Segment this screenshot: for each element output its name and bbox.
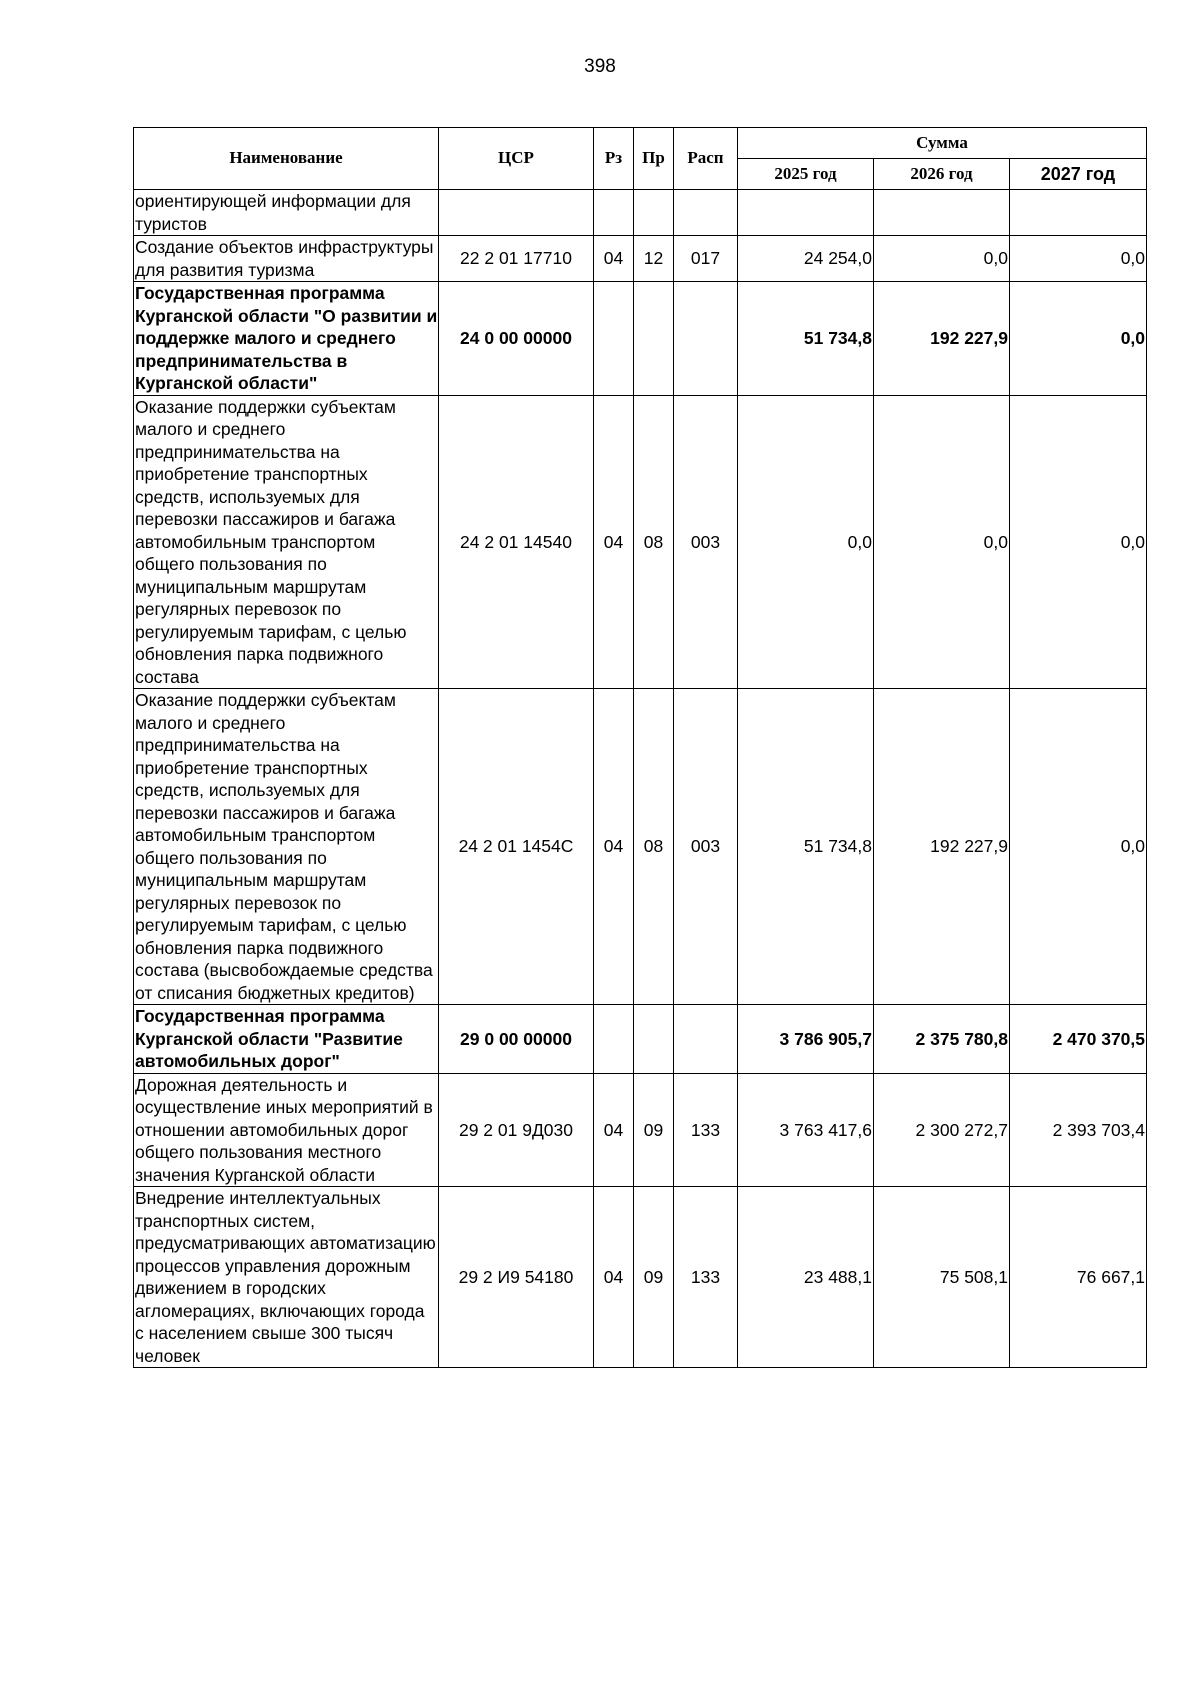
- table-row: [134, 395, 1147, 689]
- table-body: [134, 190, 1147, 1368]
- row-name: Государственная программа Курганской области "О развитии и поддержке малого и среднего предпринимательства в Курганской области": [135, 283, 438, 393]
- row-sum-2025: [738, 190, 874, 236]
- row-rz: [594, 1005, 634, 1074]
- row-rasp: 133: [674, 1187, 738, 1368]
- row-sum-2027: 0,0: [1010, 395, 1147, 689]
- table-row: [134, 1187, 1147, 1368]
- table-header: [134, 128, 1147, 190]
- row-name: Оказание поддержки субъектам малого и среднего предпринимательства на приобретение транспортных средств, используемых для перевозки пассажиров и багажа автомобильным транспортом общего пользования по муниципальным маршрутам регулярных перевозок по регулируемым тарифам, с целью обновления парка подвижного состава (высвобождаемые средства от списания бюджетных кредитов): [134, 689, 439, 1005]
- table-row: [134, 689, 1147, 1005]
- row-rasp: 003: [674, 689, 738, 1005]
- row-sum-2026: 0,0: [874, 236, 1010, 282]
- row-csr: 29 0 00 00000: [439, 1005, 594, 1074]
- row-rz: 04: [594, 395, 634, 689]
- row-csr: 24 2 01 1454С: [439, 689, 594, 1005]
- header-pr: Пр: [634, 128, 674, 190]
- row-rasp: [674, 282, 738, 396]
- row-pr: 08: [634, 395, 674, 689]
- row-sum-2027: 0,0: [1010, 236, 1147, 282]
- row-pr: 12: [634, 236, 674, 282]
- row-csr: 29 2 01 9Д030: [439, 1073, 594, 1187]
- row-sum-2025: 51 734,8: [738, 282, 874, 396]
- row-name: Государственная программа Курганской области "Развитие автомобильных дорог": [134, 1005, 439, 1074]
- row-csr: 29 2 И9 54180: [439, 1187, 594, 1368]
- row-sum-2026: 75 508,1: [874, 1187, 1010, 1368]
- header-year-2027: 2027 год: [1010, 159, 1147, 190]
- table-row-program: [134, 282, 1147, 396]
- header-csr: ЦСР: [439, 128, 594, 190]
- row-rz: 04: [594, 689, 634, 1005]
- header-rz: Рз: [594, 128, 634, 190]
- row-sum-2027: 0,0: [1010, 689, 1147, 1005]
- row-rz: [594, 190, 634, 236]
- row-rasp: [674, 1005, 738, 1074]
- row-sum-2025: 3 786 905,7: [738, 1005, 874, 1074]
- row-rz: 04: [594, 236, 634, 282]
- table-row: [134, 1073, 1147, 1187]
- header-year-2025: 2025 год: [738, 159, 874, 190]
- row-rz: 04: [594, 1073, 634, 1187]
- row-csr: [439, 190, 594, 236]
- row-pr: [634, 190, 674, 236]
- row-name: Создание объектов инфраструктуры для развития туризма: [134, 236, 439, 282]
- table-row: [134, 190, 1147, 236]
- row-csr: 24 0 00 00000: [439, 282, 594, 396]
- row-rz: [594, 282, 634, 396]
- row-sum-2026: 192 227,9: [874, 689, 1010, 1005]
- budget-table: [133, 127, 1147, 1368]
- table-row: [134, 236, 1147, 282]
- header-name: Наименование: [134, 128, 439, 190]
- row-rasp: 003: [674, 395, 738, 689]
- row-sum-2027: 0,0: [1010, 282, 1147, 396]
- header-sum: Сумма: [738, 128, 1147, 159]
- row-rasp: [674, 190, 738, 236]
- row-sum-2026: 192 227,9: [874, 282, 1010, 396]
- row-pr: 09: [634, 1187, 674, 1368]
- row-sum-2027: 76 667,1: [1010, 1187, 1147, 1368]
- row-sum-2025: 24 254,0: [738, 236, 874, 282]
- row-sum-2025: 3 763 417,6: [738, 1073, 874, 1187]
- table-row-program: [134, 1005, 1147, 1074]
- row-pr: [634, 282, 674, 396]
- row-sum-2025: 0,0: [738, 395, 874, 689]
- row-sum-2027: 2 393 703,4: [1010, 1073, 1147, 1187]
- header-rasp: Расп: [674, 128, 738, 190]
- row-rasp: 017: [674, 236, 738, 282]
- header-year-2026: 2026 год: [874, 159, 1010, 190]
- row-rz: 04: [594, 1187, 634, 1368]
- row-rasp: 133: [674, 1073, 738, 1187]
- row-csr: 22 2 01 17710: [439, 236, 594, 282]
- row-pr: [634, 1005, 674, 1074]
- row-sum-2026: 2 375 780,8: [874, 1005, 1010, 1074]
- row-name: Внедрение интеллектуальных транспортных систем, предусматривающих автоматизацию процессов управления дорожным движением в городских агломерациях, включающих города с населением свыше 300 тысяч человек: [134, 1187, 439, 1368]
- row-name: Оказание поддержки субъектам малого и среднего предпринимательства на приобретение транспортных средств, используемых для перевозки пассажиров и багажа автомобильным транспортом общего пользования по муниципальным маршрутам регулярных перевозок по регулируемым тарифам, с целью обновления парка подвижного состава: [134, 395, 439, 689]
- row-sum-2027: 2 470 370,5: [1010, 1005, 1147, 1074]
- row-sum-2027: [1010, 190, 1147, 236]
- row-sum-2025: 51 734,8: [738, 689, 874, 1005]
- row-name: ориентирующей информации для туристов: [134, 190, 439, 236]
- row-sum-2025: 23 488,1: [738, 1187, 874, 1368]
- row-sum-2026: 0,0: [874, 395, 1010, 689]
- page-number: 398: [584, 56, 616, 77]
- row-name: Дорожная деятельность и осуществление иных мероприятий в отношении автомобильных дорог общего пользования местного значения Курганской области: [134, 1073, 439, 1187]
- row-pr: 09: [634, 1073, 674, 1187]
- row-pr: 08: [634, 689, 674, 1005]
- row-sum-2026: 2 300 272,7: [874, 1073, 1010, 1187]
- row-sum-2026: [874, 190, 1010, 236]
- row-csr: 24 2 01 14540: [439, 395, 594, 689]
